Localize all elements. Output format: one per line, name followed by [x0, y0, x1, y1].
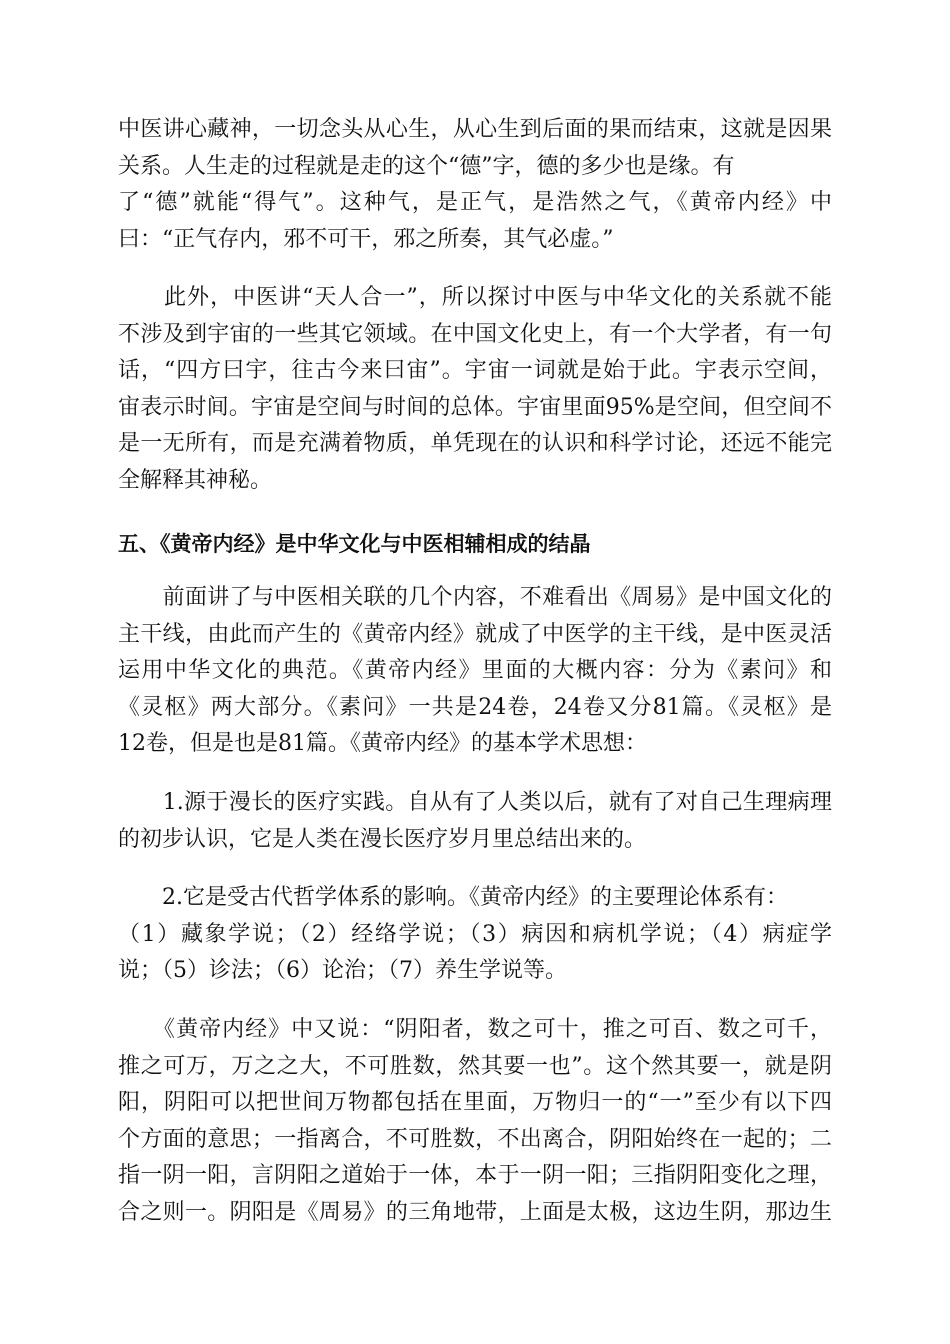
text-line: 指一阴一阳，言阴阳之道始于一体，本于一阴一阳；三指阴阳变化之理， [118, 1163, 832, 1188]
text-line: 了“德”就能“得气”。这种气，是正气，是浩然之气，《黄帝内经》中 [118, 190, 832, 215]
section-heading [118, 526, 832, 563]
text-line: 阳，阴阳可以把世间万物都包括在里面，万物归一的“一”至少有以下四 [118, 1090, 832, 1115]
text-line: 运用中华文化的典范。《黄帝内经》里面的大概内容：分为《素问》和 [118, 658, 832, 683]
section-title: 五、《黄帝内经》是中华文化与中医相辅相成的结晶 [118, 532, 591, 556]
paragraph-huangdi-neijing-intro [118, 580, 832, 763]
text-line: 曰：“正气存内，邪不可干，邪之所奏，其气必虚。” [118, 226, 614, 252]
text-line: 2.它是受古代哲学体系的影响。《黄帝内经》的主要理论体系有： [118, 885, 788, 910]
text-line: 前面讲了与中医相关联的几个内容，不难看出《周易》是中国文化的 [118, 585, 832, 610]
text-line: 推之可万，万之之大，不可胜数，然其要一也”。这个然其要一，就是阴 [118, 1053, 832, 1079]
paragraph-point-2 [118, 880, 832, 990]
text-line: 是一无所有，而是充满着物质，单凭现在的认识和科学讨论，还远不能完 [118, 431, 832, 456]
text-line: 话，“四方曰宇，往古今来曰宙”。宇宙一词就是始于此。宇表示空间， [118, 358, 832, 383]
paragraph-point-1 [118, 785, 832, 858]
text-line: 此外，中医讲“天人合一”，所以探讨中医与中华文化的关系就不能 [118, 285, 832, 310]
text-line: 全解释其神秘。 [118, 467, 273, 493]
text-line: 1.源于漫长的医疗实践。自从有了人类以后，就有了对自己生理病理 [118, 790, 832, 815]
paragraph-universe [118, 280, 832, 499]
text-line: （1）藏象学说；（2）经络学说；（3）病因和病机学说；（4）病症学 [118, 921, 832, 947]
text-line: 宙表示时间。宇宙是空间与时间的总体。宇宙里面95%是空间，但空间不 [118, 394, 832, 420]
text-line: 说；（5）诊法；（6）论治；（7）养生学说等。 [118, 958, 567, 983]
text-line: 《黄帝内经》中又说：“阴阳者，数之可十，推之可百、数之可千， [118, 1017, 832, 1042]
text-line: 主干线，由此而产生的《黄帝内经》就成了中医学的主干线，是中医灵活 [118, 621, 832, 647]
text-line: 中医讲心藏神，一切念头从心生，从心生到后面的果而结束，这就是因果 [118, 117, 832, 142]
paragraph-yin-yang [118, 1012, 832, 1231]
text-line: 不涉及到宇宙的一些其它领域。在中国文化史上，有一个大学者，有一句 [118, 321, 832, 347]
text-line: 个方面的意思；一指离合，不可胜数，不出离合，阴阳始终在一起的；二 [118, 1126, 832, 1152]
text-line: 12卷，但是也是81篇。《黄帝内经》的基本学术思想： [118, 731, 647, 756]
text-line: 《灵枢》两大部分。《素问》一共是24卷，24卷又分81篇。《灵枢》是 [118, 694, 832, 720]
text-line: 的初步认识，它是人类在漫长医疗岁月里总结出来的。 [118, 826, 647, 852]
text-line: 关系。人生走的过程就是走的这个“德”字，德的多少也是缘。有 [118, 153, 735, 179]
text-line: 合之则一。阴阳是《周易》的三角地带，上面是太极，这边生阴，那边生 [118, 1199, 832, 1225]
paragraph-heart-spirit [118, 112, 832, 258]
